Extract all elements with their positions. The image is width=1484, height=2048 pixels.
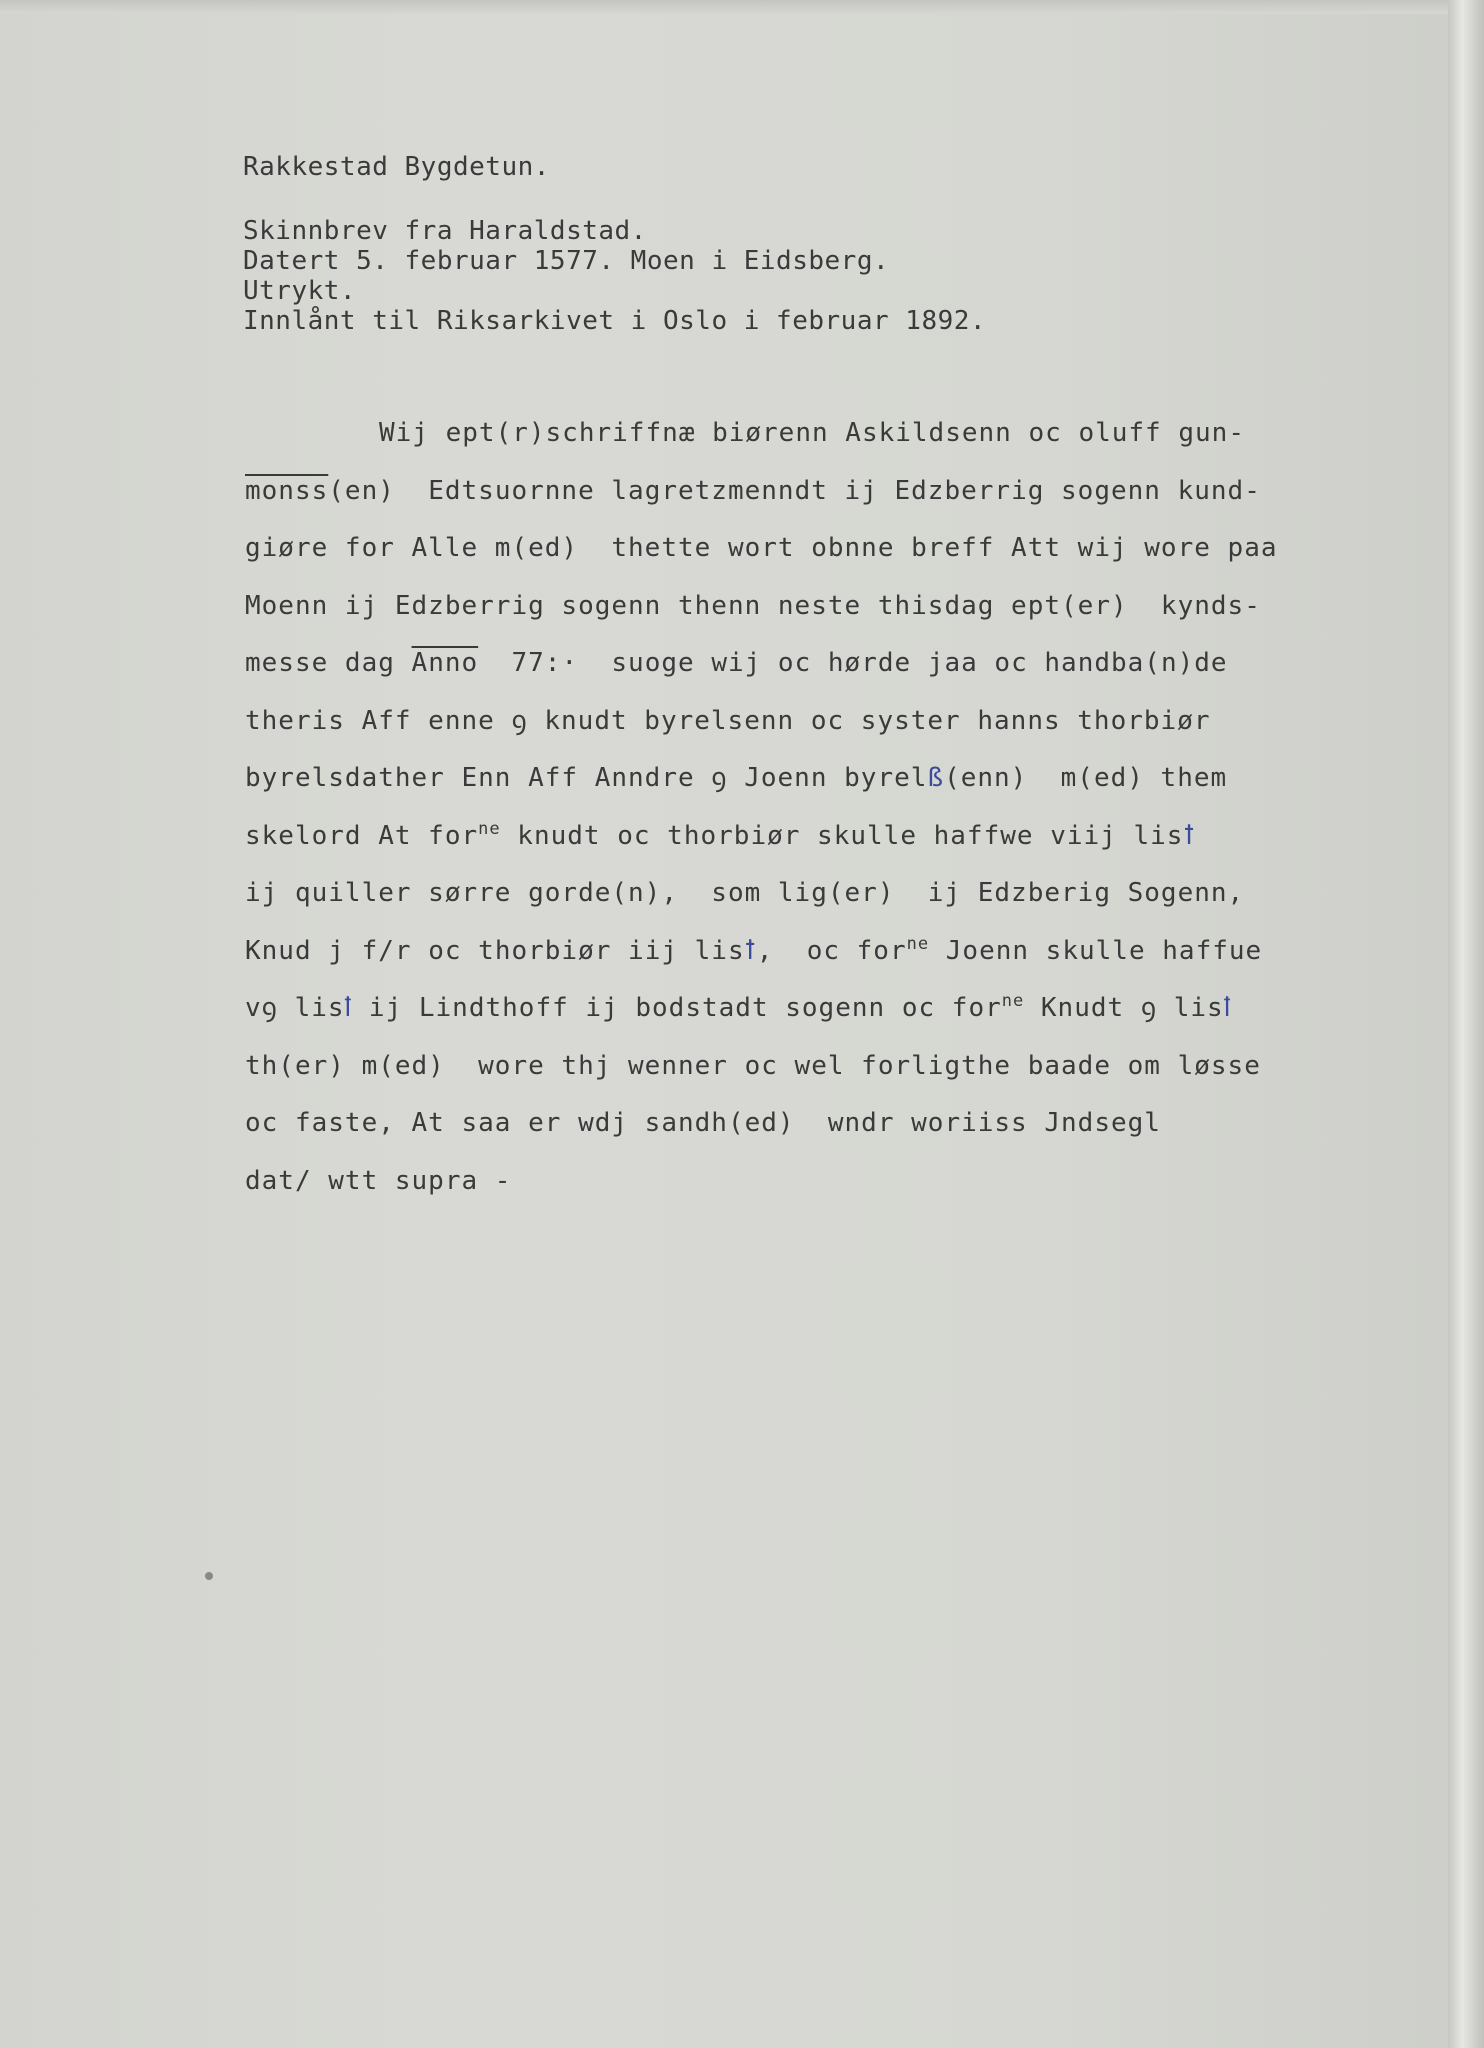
abbreviation-sign: ꝯ [711,763,728,793]
line-text: 77:· suoge wij oc hørde jaa oc handba(n)de [478,648,1228,678]
document-title: Rakkestad Bygdetun. [243,152,550,182]
abbreviation-sign: j [328,935,345,966]
line-text: Joenn skulle haffue [929,935,1263,966]
line-text: messe dag [245,648,412,678]
transcription-line [245,693,1278,751]
line-text: Joenn byrel [727,763,928,793]
transcription-line [245,923,1278,981]
line-text: (en) Edtsuornne lagretzmenndt ij Edzberrig sogenn kund- [328,475,1261,506]
line-text: (enn) m(ed) them [944,763,1228,793]
transcription-line [245,750,1278,808]
ink-correction: ꝉ [744,935,757,966]
line-text: f/r oc thorbiør iij lis [344,935,745,966]
paper-speck [205,1572,213,1580]
header-line-date: Datert 5. februar 1577. Moen i Eidsberg. [243,246,890,276]
transcription-line: oc faste, At saa er wdj sandh(ed) wndr woriiss Jndsegl [245,1108,1161,1138]
transcription-line: dat/ wtt supra - [245,1165,512,1196]
transcription-line: giøre for Alle m(ed) thette wort obnne breff Att wij wore paa [245,533,1278,563]
line-text: theris Aff enne [245,705,512,736]
transcription-line: ij quiller sørre gorde(n), som lig(er) ij Edzberig Sogenn, [245,878,1245,908]
transcription-line [245,808,1278,866]
ink-correction: ꝉ [1183,820,1196,851]
line-text: lis [1157,993,1224,1023]
line-text: byrelsdather Enn Aff Anndre [245,763,712,793]
ink-correction: ꝉ [1223,993,1232,1023]
line-text: v [245,993,262,1023]
header-line-status: Utrykt. [243,276,357,306]
superscript: ne [478,818,501,839]
line-text: , oc for [756,935,907,966]
superscript: ne [1001,991,1025,1011]
line-text: knudt oc thorbiør skulle haffwe viij lis [500,820,1184,851]
line-text: Knud [245,935,329,966]
transcription-line [245,635,1278,693]
document-header [243,152,986,336]
paper-right-edge [1448,0,1484,2048]
abbreviation-mark: monss [245,475,329,506]
transcription-line [245,463,1278,521]
transcription-line: th(er) m(ed) wore thj wenner oc wel forligthe baade om løsse [245,1050,1261,1081]
abbreviation-sign: ꝯ [1140,993,1158,1023]
transcription-line [245,980,1278,1038]
transcription-line: Wij ept(r)schriffnæ biørenn Askildsenn oc oluff gun- [379,418,1245,448]
superscript: ne [906,933,930,954]
line-text: knudt byrelsenn oc syster hanns thorbiør [527,705,1211,736]
transcription-line: Moenn ij Edzberrig sogenn thenn neste thisdag ept(er) kynds- [245,590,1261,621]
line-text: lis [277,993,345,1023]
paper-top-edge [0,0,1484,14]
abbreviation-sign: ꝯ [261,993,278,1023]
line-text: ij Lindthoff ij bodstadt sogenn oc for [352,993,1002,1023]
abbreviation-sign: ꝯ [511,705,528,736]
header-line-loan: Innlånt til Riksarkivet i Oslo i februar 1892. [243,306,987,336]
ink-correction: ꝉ [344,993,353,1023]
header-line-description: Skinnbrev fra Haraldstad. [243,216,647,246]
line-text: skelord At for [245,820,479,851]
abbreviation-mark: Anno [411,648,479,678]
line-text: Knudt [1024,993,1141,1023]
ink-correction: ß [927,763,945,793]
transcription-body [245,405,1278,1210]
